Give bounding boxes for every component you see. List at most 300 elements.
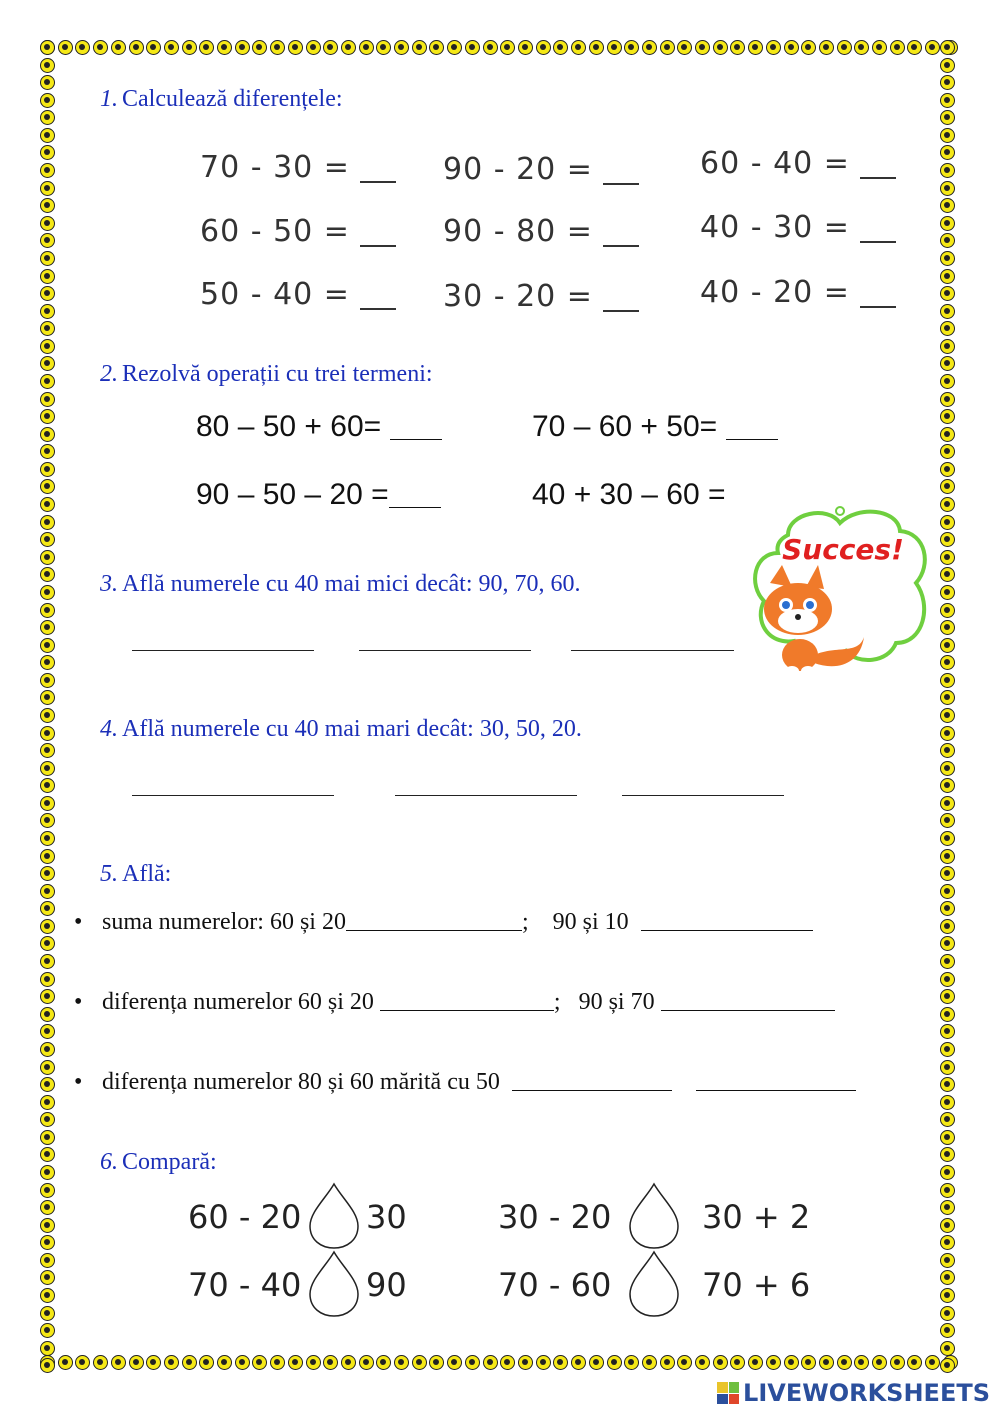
border-dot bbox=[129, 1355, 144, 1370]
border-dot bbox=[940, 972, 955, 987]
border-dot bbox=[940, 849, 955, 864]
border-dot bbox=[907, 1355, 922, 1370]
border-dot bbox=[553, 1355, 568, 1370]
border-dot bbox=[940, 954, 955, 969]
border-dot bbox=[940, 75, 955, 90]
border-dot bbox=[642, 40, 657, 55]
compare-right: 30 + 2 bbox=[702, 1198, 811, 1236]
border-right bbox=[940, 40, 958, 1374]
border-dot bbox=[40, 1235, 55, 1250]
exercise-1-8: 30 - 20 = bbox=[443, 279, 639, 314]
border-dot bbox=[40, 673, 55, 688]
border-dot bbox=[40, 620, 55, 635]
border-dot bbox=[129, 40, 144, 55]
border-dot bbox=[695, 40, 710, 55]
border-dot bbox=[784, 1355, 799, 1370]
border-dot bbox=[518, 1355, 533, 1370]
border-dot bbox=[940, 444, 955, 459]
border-dot bbox=[607, 40, 622, 55]
border-dot bbox=[182, 40, 197, 55]
answer-line[interactable] bbox=[359, 650, 531, 651]
bullet-item: • diferența numerelor 80 și 60 mărită cu 50 bbox=[74, 1069, 856, 1096]
border-dot bbox=[940, 128, 955, 143]
border-dot bbox=[730, 40, 745, 55]
answer-blank[interactable] bbox=[661, 990, 835, 1011]
border-dot bbox=[940, 655, 955, 670]
bullet-item: • suma numerelor: 60 și 20 ; 90 și 10 bbox=[74, 909, 813, 936]
border-dot bbox=[58, 40, 73, 55]
answer-blank[interactable] bbox=[641, 910, 813, 931]
border-dot bbox=[940, 603, 955, 618]
border-dot bbox=[40, 708, 55, 723]
border-dot bbox=[713, 1355, 728, 1370]
answer-line[interactable] bbox=[571, 650, 734, 651]
answer-line[interactable] bbox=[395, 795, 577, 796]
border-dot bbox=[40, 75, 55, 90]
border-dot bbox=[40, 901, 55, 916]
border-dot bbox=[40, 585, 55, 600]
border-dot bbox=[940, 145, 955, 160]
border-dot bbox=[660, 1355, 675, 1370]
border-dot bbox=[40, 251, 55, 266]
border-dot bbox=[40, 1095, 55, 1110]
border-dot bbox=[483, 40, 498, 55]
footer-brand-text: LIVEWORKSHEETS bbox=[743, 1379, 990, 1407]
border-dot bbox=[40, 690, 55, 705]
border-dot bbox=[940, 1183, 955, 1198]
border-dot bbox=[40, 567, 55, 582]
border-dot bbox=[40, 93, 55, 108]
border-dot bbox=[252, 1355, 267, 1370]
border-dot bbox=[536, 1355, 551, 1370]
border-dot bbox=[40, 110, 55, 125]
border-dot bbox=[925, 1355, 940, 1370]
border-dot bbox=[925, 40, 940, 55]
compare-left: 60 - 20 bbox=[188, 1198, 302, 1236]
border-dot bbox=[40, 1112, 55, 1127]
answer-line[interactable] bbox=[622, 795, 784, 796]
border-dot bbox=[940, 1270, 955, 1285]
border-dot bbox=[429, 1355, 444, 1370]
border-dot bbox=[940, 93, 955, 108]
border-dot bbox=[412, 40, 427, 55]
border-dot bbox=[40, 392, 55, 407]
border-dot bbox=[660, 40, 675, 55]
operation-2-2: 70 – 60 + 50= bbox=[532, 410, 778, 444]
border-dot bbox=[940, 708, 955, 723]
border-dot bbox=[571, 40, 586, 55]
border-dot bbox=[837, 40, 852, 55]
border-left bbox=[40, 40, 58, 1374]
answer-blank[interactable] bbox=[380, 990, 554, 1011]
border-dot bbox=[75, 1355, 90, 1370]
border-dot bbox=[940, 743, 955, 758]
border-dot bbox=[500, 40, 515, 55]
compare-right: 70 + 6 bbox=[702, 1266, 811, 1304]
border-dot bbox=[940, 585, 955, 600]
border-dot bbox=[40, 409, 55, 424]
border-dot bbox=[40, 603, 55, 618]
border-dot bbox=[341, 40, 356, 55]
border-dot bbox=[40, 954, 55, 969]
border-dot bbox=[341, 1355, 356, 1370]
answer-blank[interactable] bbox=[696, 1070, 856, 1091]
border-dot bbox=[376, 40, 391, 55]
answer-blank[interactable] bbox=[603, 219, 639, 247]
border-dot bbox=[940, 1130, 955, 1145]
border-dot bbox=[940, 304, 955, 319]
border-dot bbox=[40, 849, 55, 864]
border-dot bbox=[40, 233, 55, 248]
border-dot bbox=[288, 1355, 303, 1370]
border-dot bbox=[940, 339, 955, 354]
answer-blank[interactable] bbox=[512, 1070, 672, 1091]
border-dot bbox=[40, 286, 55, 301]
border-dot bbox=[837, 1355, 852, 1370]
border-dot bbox=[940, 1007, 955, 1022]
border-dot bbox=[940, 1200, 955, 1215]
border-dot bbox=[801, 1355, 816, 1370]
border-dot bbox=[40, 1270, 55, 1285]
border-dot bbox=[40, 1042, 55, 1057]
border-dot bbox=[801, 40, 816, 55]
border-top bbox=[40, 40, 958, 58]
border-dot bbox=[940, 497, 955, 512]
answer-blank[interactable] bbox=[360, 219, 396, 247]
border-dot bbox=[40, 356, 55, 371]
border-dot bbox=[146, 1355, 161, 1370]
border-dot bbox=[518, 40, 533, 55]
border-dot bbox=[40, 761, 55, 776]
border-dot bbox=[677, 1355, 692, 1370]
compare-drop-input[interactable] bbox=[626, 1182, 682, 1250]
answer-blank[interactable] bbox=[360, 155, 396, 183]
exercise-1-7: 50 - 40 = bbox=[200, 277, 396, 312]
border-dot bbox=[940, 726, 955, 741]
border-dot bbox=[940, 321, 955, 336]
border-dot bbox=[465, 40, 480, 55]
border-dot bbox=[940, 813, 955, 828]
border-dot bbox=[940, 269, 955, 284]
border-dot bbox=[748, 40, 763, 55]
border-dot bbox=[940, 356, 955, 371]
border-dot bbox=[412, 1355, 427, 1370]
border-dot bbox=[607, 1355, 622, 1370]
border-dot bbox=[940, 673, 955, 688]
exercise-1-2: 90 - 20 = bbox=[443, 152, 639, 187]
border-dot bbox=[306, 1355, 321, 1370]
border-dot bbox=[940, 251, 955, 266]
border-dot bbox=[40, 884, 55, 899]
border-dot bbox=[642, 1355, 657, 1370]
border-dot bbox=[40, 58, 55, 73]
border-dot bbox=[40, 796, 55, 811]
border-dot bbox=[940, 374, 955, 389]
exercise-1-9: 40 - 20 = bbox=[700, 275, 896, 310]
border-dot bbox=[394, 1355, 409, 1370]
border-dot bbox=[40, 972, 55, 987]
compare-left: 70 - 60 bbox=[498, 1266, 612, 1304]
border-dot bbox=[235, 40, 250, 55]
border-dot bbox=[940, 1218, 955, 1233]
border-dot bbox=[270, 40, 285, 55]
exercise-1-6: 40 - 30 = bbox=[700, 210, 896, 245]
border-dot bbox=[890, 1355, 905, 1370]
border-dot bbox=[429, 40, 444, 55]
border-dot bbox=[40, 1077, 55, 1092]
border-dot bbox=[40, 321, 55, 336]
border-dot bbox=[235, 1355, 250, 1370]
border-dot bbox=[323, 1355, 338, 1370]
border-dot bbox=[447, 40, 462, 55]
answer-line[interactable] bbox=[132, 795, 334, 796]
border-dot bbox=[40, 427, 55, 442]
section-2-title: 2. Rezolvă operații cu trei termeni: bbox=[100, 361, 433, 387]
border-dot bbox=[394, 40, 409, 55]
border-dot bbox=[571, 1355, 586, 1370]
border-dot bbox=[483, 1355, 498, 1370]
border-dot bbox=[940, 479, 955, 494]
border-dot bbox=[940, 1042, 955, 1057]
border-dot bbox=[465, 1355, 480, 1370]
liveworksheets-logo bbox=[717, 1379, 990, 1407]
border-dot bbox=[447, 1355, 462, 1370]
answer-blank[interactable] bbox=[726, 415, 778, 440]
border-dot bbox=[111, 40, 126, 55]
border-dot bbox=[940, 1358, 955, 1373]
border-dot bbox=[252, 40, 267, 55]
border-dot bbox=[40, 515, 55, 530]
border-dot bbox=[940, 901, 955, 916]
border-dot bbox=[940, 1077, 955, 1092]
border-dot bbox=[40, 1183, 55, 1198]
border-dot bbox=[553, 40, 568, 55]
border-dot bbox=[677, 40, 692, 55]
border-dot bbox=[819, 40, 834, 55]
border-dot bbox=[40, 813, 55, 828]
border-dot bbox=[40, 1323, 55, 1338]
border-dot bbox=[940, 233, 955, 248]
border-dot bbox=[40, 743, 55, 758]
section-number: 1. bbox=[100, 86, 118, 112]
border-dot bbox=[40, 479, 55, 494]
border-dot bbox=[40, 550, 55, 565]
border-dot bbox=[199, 40, 214, 55]
border-dot bbox=[40, 866, 55, 881]
border-dot bbox=[940, 1165, 955, 1180]
border-dot bbox=[940, 690, 955, 705]
answer-blank[interactable] bbox=[860, 151, 896, 179]
border-dot bbox=[40, 1165, 55, 1180]
border-dot bbox=[940, 515, 955, 530]
border-dot bbox=[940, 409, 955, 424]
border-dot bbox=[500, 1355, 515, 1370]
border-dot bbox=[940, 778, 955, 793]
border-dot bbox=[40, 269, 55, 284]
border-dot bbox=[40, 1218, 55, 1233]
border-dot bbox=[40, 374, 55, 389]
border-dot bbox=[40, 1007, 55, 1022]
border-dot bbox=[940, 1341, 955, 1356]
border-dot bbox=[589, 40, 604, 55]
border-dot bbox=[940, 919, 955, 934]
border-dot bbox=[306, 40, 321, 55]
border-dot bbox=[940, 462, 955, 477]
border-dot bbox=[940, 1235, 955, 1250]
border-dot bbox=[890, 40, 905, 55]
border-dot bbox=[40, 532, 55, 547]
exercise-1-4: 60 - 50 = bbox=[200, 214, 396, 249]
border-dot bbox=[907, 40, 922, 55]
exercise-1-5: 90 - 80 = bbox=[443, 214, 639, 249]
border-dot bbox=[940, 1306, 955, 1321]
border-dot bbox=[40, 989, 55, 1004]
border-dot bbox=[40, 1060, 55, 1075]
border-dot bbox=[40, 462, 55, 477]
border-dot bbox=[111, 1355, 126, 1370]
border-dot bbox=[40, 1288, 55, 1303]
border-dot bbox=[164, 40, 179, 55]
sticker-text: Succes! bbox=[782, 533, 904, 566]
answer-blank[interactable] bbox=[389, 483, 441, 508]
bullet-item: • diferența numerelor 60 și 20 ; 90 și 70 bbox=[74, 989, 835, 1016]
border-dot bbox=[40, 216, 55, 231]
answer-line[interactable] bbox=[132, 650, 314, 651]
border-dot bbox=[766, 1355, 781, 1370]
border-dot bbox=[40, 831, 55, 846]
border-dot bbox=[940, 620, 955, 635]
border-dot bbox=[288, 40, 303, 55]
border-dot bbox=[536, 40, 551, 55]
border-dot bbox=[940, 796, 955, 811]
border-dot bbox=[40, 1200, 55, 1215]
border-dot bbox=[766, 40, 781, 55]
border-dot bbox=[695, 1355, 710, 1370]
border-dot bbox=[40, 919, 55, 934]
border-dot bbox=[748, 1355, 763, 1370]
succes-fox-sticker bbox=[748, 505, 932, 685]
compare-left: 30 - 20 bbox=[498, 1198, 612, 1236]
border-dot bbox=[872, 1355, 887, 1370]
border-dot bbox=[93, 40, 108, 55]
border-dot bbox=[940, 110, 955, 125]
border-dot bbox=[940, 163, 955, 178]
border-dot bbox=[940, 58, 955, 73]
compare-drop-input[interactable] bbox=[306, 1182, 362, 1250]
border-dot bbox=[40, 1306, 55, 1321]
border-dot bbox=[872, 40, 887, 55]
section-1-title bbox=[100, 86, 343, 113]
operation-2-3: 90 – 50 – 20 = bbox=[196, 478, 441, 512]
border-dot bbox=[40, 145, 55, 160]
compare-drop-input[interactable] bbox=[626, 1250, 682, 1318]
border-dot bbox=[940, 181, 955, 196]
section-4-title: 4. Află numerele cu 40 mai mari decât: 30, 50, 20. bbox=[100, 716, 582, 742]
answer-blank[interactable] bbox=[603, 284, 639, 312]
liveworksheets-icon bbox=[717, 1382, 739, 1404]
border-dot bbox=[182, 1355, 197, 1370]
border-dot bbox=[940, 532, 955, 547]
border-dot bbox=[58, 1355, 73, 1370]
border-dot bbox=[199, 1355, 214, 1370]
answer-blank[interactable] bbox=[346, 910, 522, 931]
answer-blank[interactable] bbox=[603, 157, 639, 185]
border-dot bbox=[730, 1355, 745, 1370]
border-dot bbox=[940, 1024, 955, 1039]
compare-right: 90 bbox=[366, 1266, 407, 1304]
border-dot bbox=[40, 1130, 55, 1145]
operation-2-4: 40 + 30 – 60 = bbox=[532, 478, 726, 511]
border-dot bbox=[940, 427, 955, 442]
border-dot bbox=[940, 1288, 955, 1303]
border-dot bbox=[146, 40, 161, 55]
border-dot bbox=[40, 655, 55, 670]
border-dot bbox=[40, 304, 55, 319]
border-dot bbox=[854, 1355, 869, 1370]
border-dot bbox=[940, 1095, 955, 1110]
border-dot bbox=[624, 1355, 639, 1370]
border-dot bbox=[40, 497, 55, 512]
operation-2-1: 80 – 50 + 60= bbox=[196, 410, 442, 444]
border-dot bbox=[40, 128, 55, 143]
border-dot bbox=[93, 1355, 108, 1370]
border-dot bbox=[713, 40, 728, 55]
border-dot bbox=[40, 163, 55, 178]
border-dot bbox=[75, 40, 90, 55]
answer-blank[interactable] bbox=[860, 215, 896, 243]
border-dot bbox=[854, 40, 869, 55]
border-dot bbox=[217, 40, 232, 55]
border-dot bbox=[40, 638, 55, 653]
border-dot bbox=[323, 40, 338, 55]
exercise-1-1: 70 - 30 = bbox=[200, 150, 396, 185]
border-dot bbox=[40, 1358, 55, 1373]
border-dot bbox=[217, 1355, 232, 1370]
border-dot bbox=[40, 936, 55, 951]
border-dot bbox=[940, 216, 955, 231]
border-dot bbox=[784, 40, 799, 55]
border-dot bbox=[376, 1355, 391, 1370]
answer-blank[interactable] bbox=[390, 415, 442, 440]
border-dot bbox=[164, 1355, 179, 1370]
border-dot bbox=[40, 1147, 55, 1162]
section-6-title: 6. Compară: bbox=[100, 1149, 217, 1175]
border-dot bbox=[940, 567, 955, 582]
border-dot bbox=[940, 1112, 955, 1127]
compare-drop-input[interactable] bbox=[306, 1250, 362, 1318]
border-dot bbox=[624, 40, 639, 55]
border-dot bbox=[940, 550, 955, 565]
border-dot bbox=[940, 1147, 955, 1162]
section-5-title: 5. Află: bbox=[100, 861, 172, 887]
border-dot bbox=[40, 778, 55, 793]
border-dot bbox=[940, 1060, 955, 1075]
border-dot bbox=[40, 40, 55, 55]
compare-right: 30 bbox=[366, 1198, 407, 1236]
answer-blank[interactable] bbox=[860, 280, 896, 308]
border-dot bbox=[40, 1341, 55, 1356]
border-bottom bbox=[40, 1355, 958, 1373]
border-dot bbox=[940, 761, 955, 776]
border-dot bbox=[40, 444, 55, 459]
border-dot bbox=[940, 1253, 955, 1268]
section-3-title: 3. Află numerele cu 40 mai mici decât: 90, 70, 60. bbox=[100, 571, 581, 597]
border-dot bbox=[940, 198, 955, 213]
border-dot bbox=[40, 198, 55, 213]
answer-blank[interactable] bbox=[360, 282, 396, 310]
section-title-text: Calculează diferențele: bbox=[122, 86, 343, 112]
border-dot bbox=[40, 181, 55, 196]
